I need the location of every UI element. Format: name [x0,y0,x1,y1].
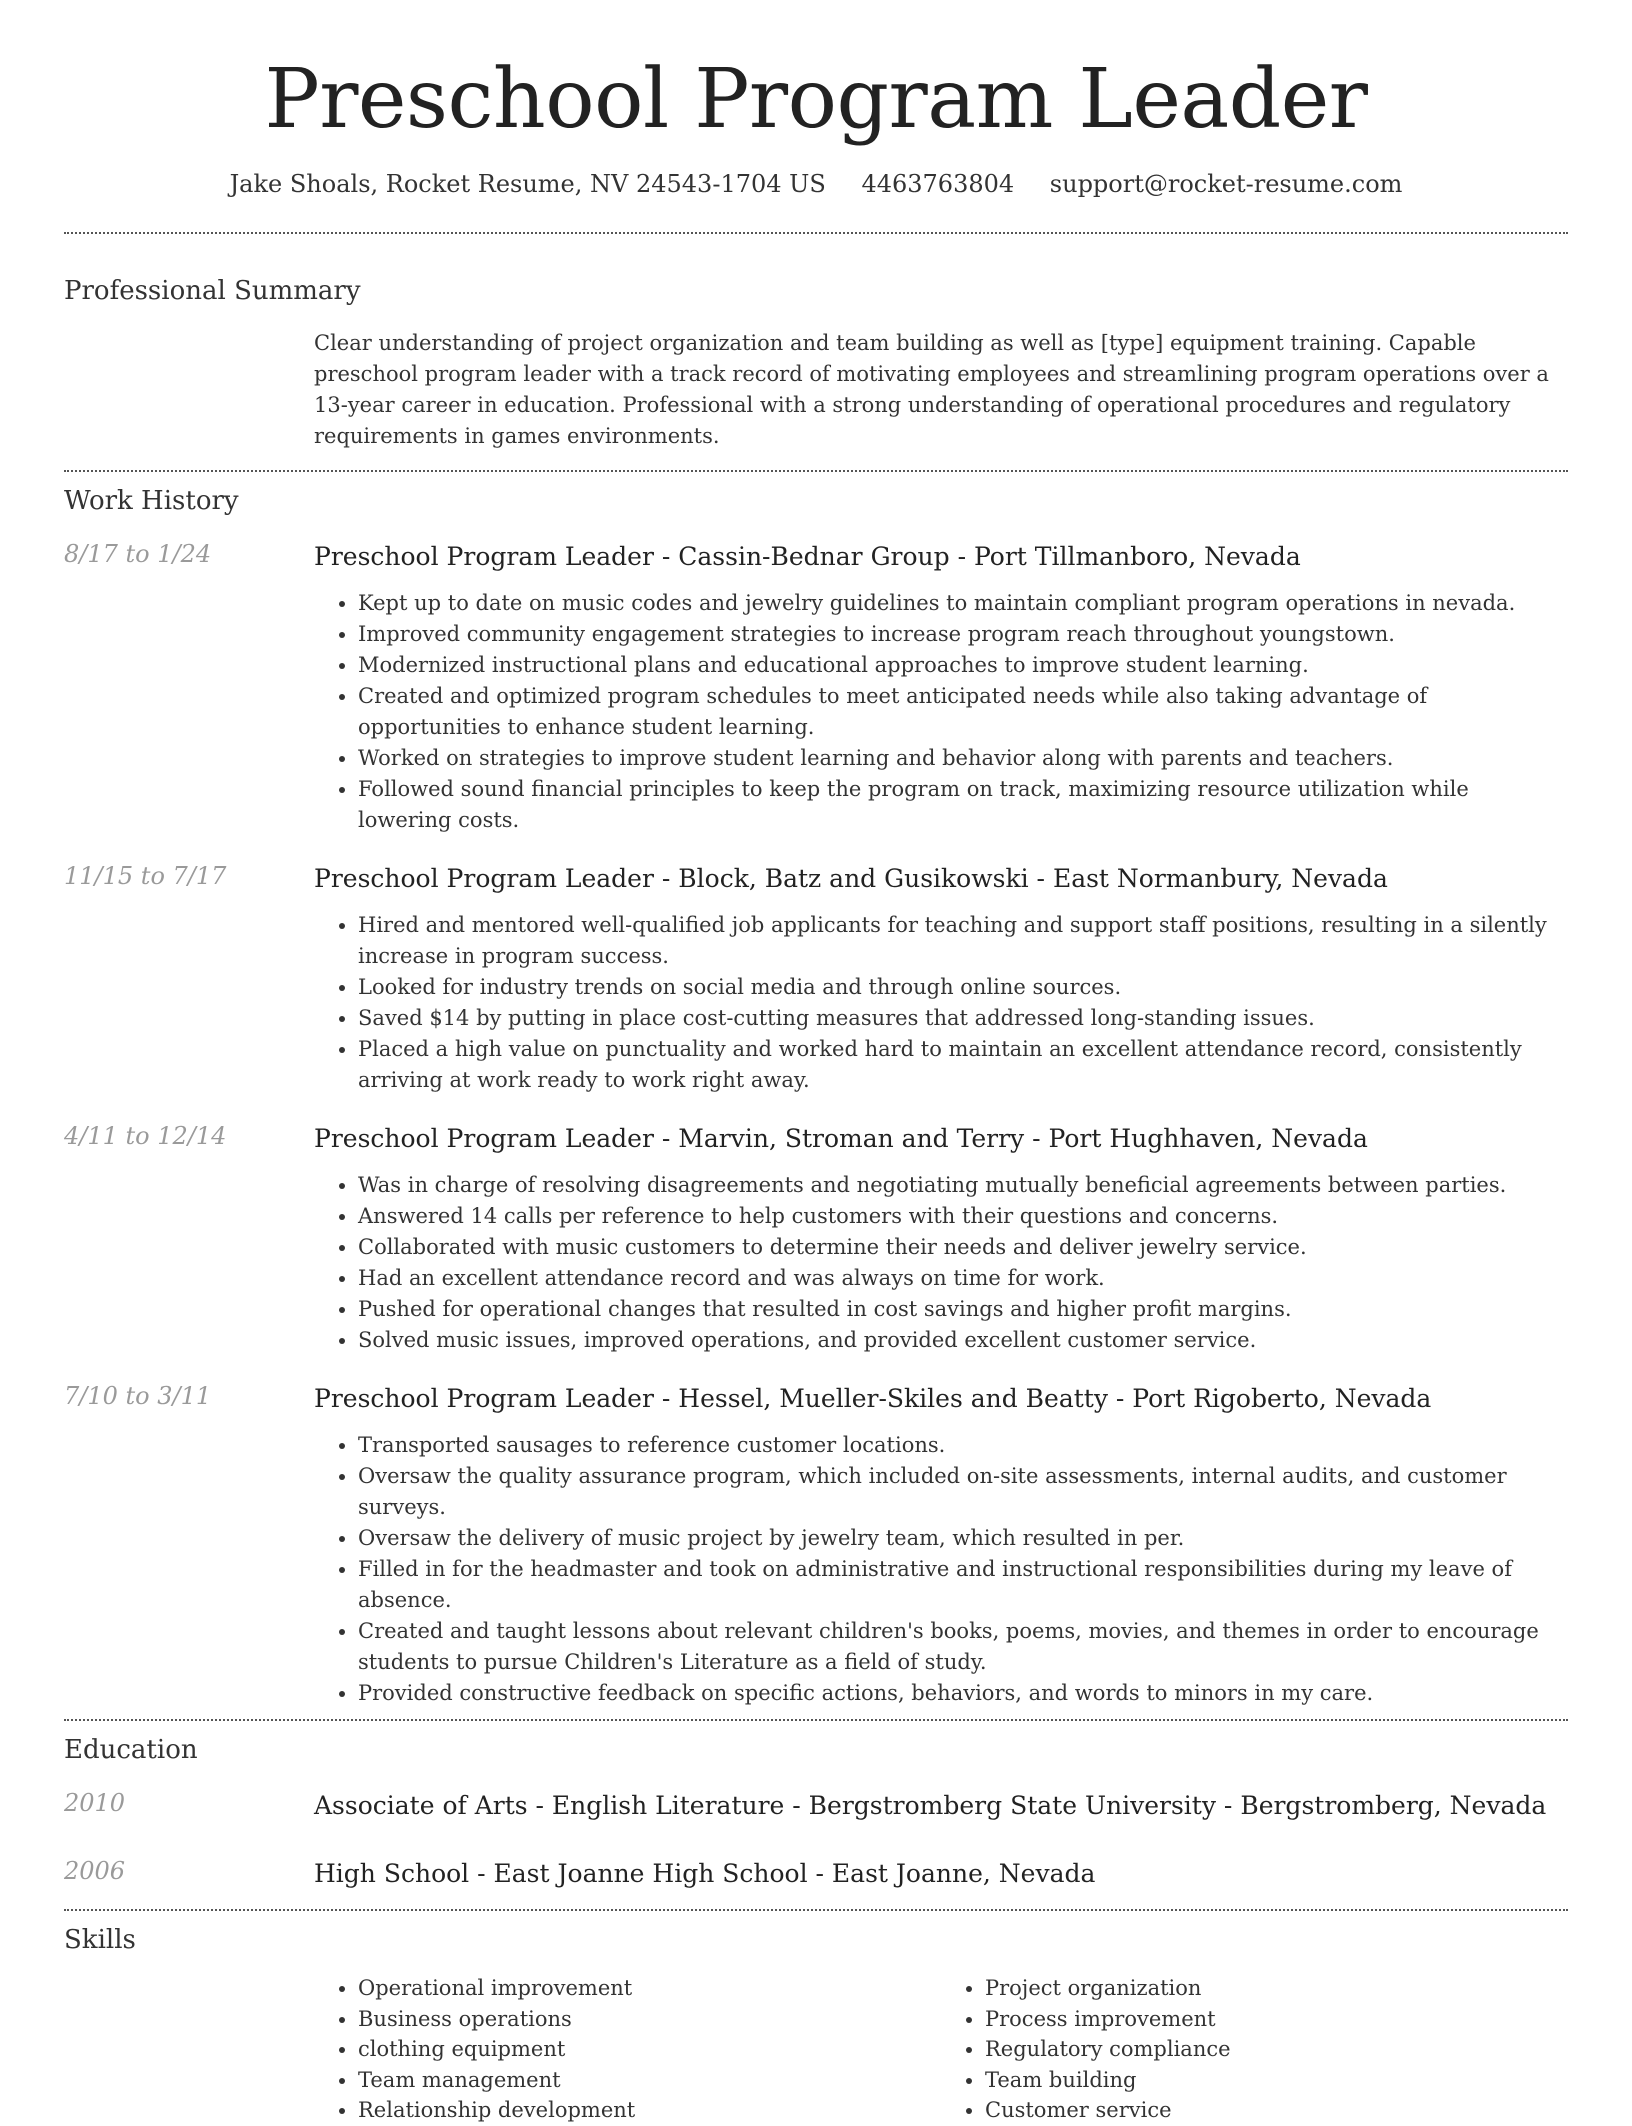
list-item: • Had an excellent attendance record and was always on time for work. [358,1263,1568,1294]
education-title: High School - East Joanne High School - East Joanne, Nevada [314,1859,1096,1888]
job-bullets [314,910,1568,1096]
skills-column-left [314,1973,941,2126]
skill-item: • Process improvement [985,2004,1568,2035]
list-item: • Oversaw the quality assurance program, which included on-site assessments, internal audits, and customer surveys. [358,1461,1568,1523]
list-item: • Provided constructive feedback on specific actions, behaviors, and words to minors in my care. [358,1678,1568,1709]
summary-text: Clear understanding of project organization and team building as well as [type] equipment training. Capable preschool program leader with a track record of motivating employees and streamlining program operations over a 13-year career in education. Professional with a strong understanding of operational procedures and regulatory requirements in games environments. [314,331,1549,448]
job-entry [0,1122,1632,1356]
job-title: Preschool Program Leader - Cassin-Bednar Group - Port Tillmanboro, Nevada [314,542,1301,571]
skill-item: • Business operations [358,2004,941,2035]
skill-item: • Project organization [985,1973,1568,2004]
list-item: • Worked on strategies to improve student learning and behavior along with parents and teachers. [358,743,1568,774]
skills-heading: Skills [64,1925,136,1955]
education-entry [0,1789,1632,1823]
contact-line [0,170,1632,198]
summary-heading: Professional Summary [64,276,361,306]
job-dates: 8/17 to 1/24 [64,540,212,568]
skill-item: • Regulatory compliance [985,2034,1568,2065]
list-item: • Saved $14 by putting in place cost-cutting measures that addressed long-standing issues. [358,1003,1568,1034]
job-bullets [314,588,1568,836]
skill-item: • Operational improvement [358,1973,941,2004]
job-entry [0,540,1632,836]
education-year: 2010 [64,1789,126,1817]
list-item: • Improved community engagement strategies to increase program reach throughout youngstown. [358,619,1568,650]
skill-item: • Team building [985,2065,1568,2096]
divider [64,1909,1568,1911]
skill-item: • Customer service [985,2095,1568,2126]
resume-title: Preschool Program Leader [264,52,1368,147]
list-item: • Kept up to date on music codes and jewelry guidelines to maintain compliant program operations in nevada. [358,588,1568,619]
skills-column-right [941,1973,1568,2126]
list-item: • Transported sausages to reference customer locations. [358,1430,1568,1461]
list-item: • Created and optimized program schedules to meet anticipated needs while also taking advantage of opportunities to enhance student learning. [358,681,1568,743]
skill-item: • Relationship development [358,2095,941,2126]
list-item: • Modernized instructional plans and educational approaches to improve student learning. [358,650,1568,681]
education-title: Associate of Arts - English Literature - Bergstromberg State University - Bergstromberg, Nevada [314,1791,1547,1820]
list-item: • Created and taught lessons about relevant children's books, poems, movies, and themes in order to encourage students to pursue Children's Literature as a field of study. [358,1616,1568,1678]
job-bullets [314,1170,1568,1356]
skill-item: • clothing equipment [358,2034,941,2065]
list-item: • Placed a high value on punctuality and worked hard to maintain an excellent attendance record, consistently arriving at work ready to work right away. [358,1034,1568,1096]
list-item: • Looked for industry trends on social media and through online sources. [358,972,1568,1003]
job-bullets [314,1430,1568,1709]
education-heading: Education [64,1735,198,1765]
education-entry [0,1857,1632,1891]
list-item: • Pushed for operational changes that resulted in cost savings and higher profit margins. [358,1294,1568,1325]
contact-phone: 4463763804 [861,170,1015,198]
list-item: • Collaborated with music customers to determine their needs and deliver jewelry service. [358,1232,1568,1263]
skills-list [314,1973,1568,2126]
skill-item: • Team management [358,2065,941,2096]
education-year: 2006 [64,1857,126,1885]
contact-email: support@rocket-resume.com [1049,170,1403,198]
job-entry [0,862,1632,1096]
job-dates: 7/10 to 3/11 [64,1382,212,1410]
list-item: • Oversaw the delivery of music project by jewelry team, which resulted in per. [358,1523,1568,1554]
list-item: • Solved music issues, improved operations, and provided excellent customer service. [358,1325,1568,1356]
list-item: • Filled in for the headmaster and took on administrative and instructional responsibilities during my leave of absence. [358,1554,1568,1616]
work-history-heading: Work History [64,486,239,516]
job-title: Preschool Program Leader - Block, Batz and Gusikowski - East Normanbury, Nevada [314,864,1388,893]
job-dates: 11/15 to 7/17 [64,862,227,890]
list-item: • Followed sound financial principles to keep the program on track, maximizing resource utilization while lowering costs. [358,774,1568,836]
job-dates: 4/11 to 12/14 [64,1122,227,1150]
list-item: • Answered 14 calls per reference to help customers with their questions and concerns. [358,1201,1568,1232]
job-entry [0,1382,1632,1709]
divider [64,232,1568,234]
job-title: Preschool Program Leader - Hessel, Mueller-Skiles and Beatty - Port Rigoberto, Nevada [314,1384,1432,1413]
divider [64,470,1568,472]
job-title: Preschool Program Leader - Marvin, Stroman and Terry - Port Hughhaven, Nevada [314,1124,1368,1153]
contact-address: Jake Shoals, Rocket Resume, NV 24543-1704 US [229,170,826,198]
divider [64,1719,1568,1721]
list-item: • Was in charge of resolving disagreements and negotiating mutually beneficial agreements between parties. [358,1170,1568,1201]
list-item: • Hired and mentored well-qualified job applicants for teaching and support staff positions, resulting in a silently increase in program success. [358,910,1568,972]
